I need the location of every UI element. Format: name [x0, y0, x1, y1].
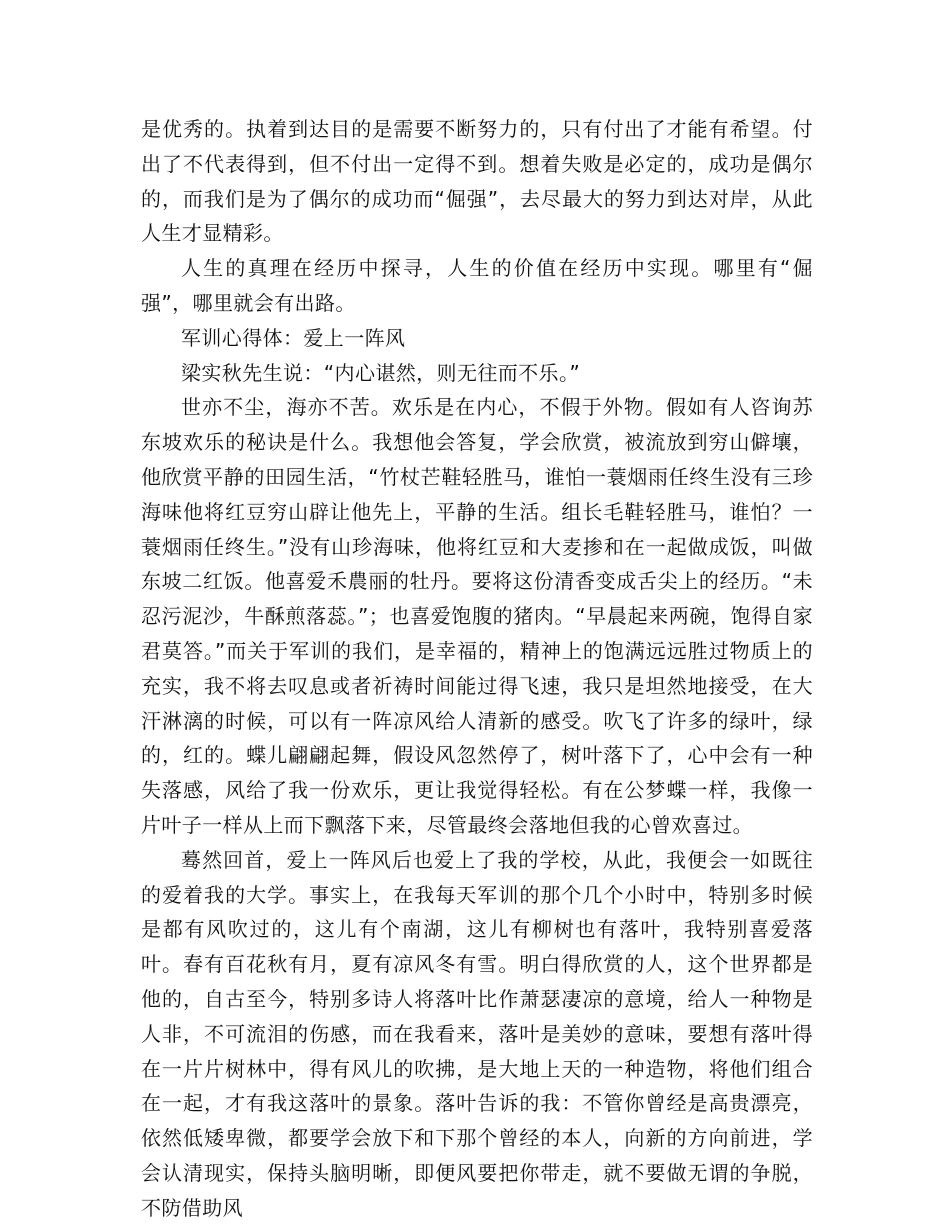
paragraph-quote: 梁实秋先生说：“内心谌然，则无往而不乐。” — [181, 360, 581, 385]
section-heading: 军训心得体：爱上一阵风 — [181, 325, 406, 350]
document-body — [141, 112, 813, 1226]
paragraph-2: 人生的真理在经历中探寻，人生的价值在经历中实现。哪里有“倔强”，哪里就会有出路。 — [141, 256, 813, 315]
paragraph-3: 世亦不尘，海亦不苦。欢乐是在内心，不假于外物。假如有人咨询苏东坡欢乐的秘诀是什么。我想他会答复，学会欣赏，被流放到穷山僻壤，他欣赏平静的田园生活，“竹杖芒鞋轻胜马，谁怕一蓑烟雨任终生没有三珍海味他将红豆穷山辟让他先上，平静的生活。组长毛鞋轻胜马，谁怕？一蓑烟雨任终生。”没有山珍海味，他将红豆和大麦掺和在一起做成饭，叫做东坡二红饭。他喜爱禾農丽的牡丹。要将这份清香变成舌尖上的经历。“未忍污泥沙，牛酥煎落蕊。”；也喜爱饱腹的猪肉。“早晨起来两碗，饱得自家君莫答。”而关于军训的我们，是幸福的，精神上的饱满远远胜过物质上的充实，我不将去叹息或者祈祷时间能过得飞速，我只是坦然地接受，在大汗淋漓的时候，可以有一阵凉风给人清新的感受。吹飞了许多的绿叶，绿的，红的。蝶儿翩翩起舞，假设风忽然停了，树叶落下了，心中会有一种失落感，风给了我一份欢乐，更让我觉得轻松。有在公梦蝶一样，我像一片叶子一样从上而下飘落下来，尽管最终会落地但我的心曾欢喜过。 — [141, 395, 813, 837]
paragraph-1: 是优秀的。执着到达目的是需要不断努力的，只有付出了才能有希望。付出了不代表得到，但不付出一定得不到。想着失败是必定的，成功是偶尔的，而我们是为了偶尔的成功而“倔强”，去尽最大的努力到达对岸，从此人生才显精彩。 — [141, 117, 813, 246]
paragraph-4: 蓦然回首，爱上一阵风后也爱上了我的学校，从此，我便会一如既往的爱着我的大学。事实上，在我每天军训的那个几个小时中，特别多时候是都有风吹过的，这儿有个南湖，这儿有柳树也有落叶，我特别喜爱落叶。春有百花秋有月，夏有凉风冬有雪。明白得欣赏的人，这个世界都是他的，自古至今，特别多诗人将落叶比作萧瑟凄凉的意境，给人一种物是人非，不可流泪的伤感，而在我看来，落叶是美妙的意味，要想有落叶得在一片片树林中，得有风儿的吹拂，是大地上天的一种造物，将他们组合在一起，才有我这落叶的景象。落叶告诉的我：不管你曾经是高贵漂亮，依然低矮卑微，都要学会放下和下那个曾经的本人，向新的方向前进，学会认清现实，保持头脑明晰，即便风要把你带走，就不要做无谓的争脱，不防借助风 — [141, 847, 813, 1220]
